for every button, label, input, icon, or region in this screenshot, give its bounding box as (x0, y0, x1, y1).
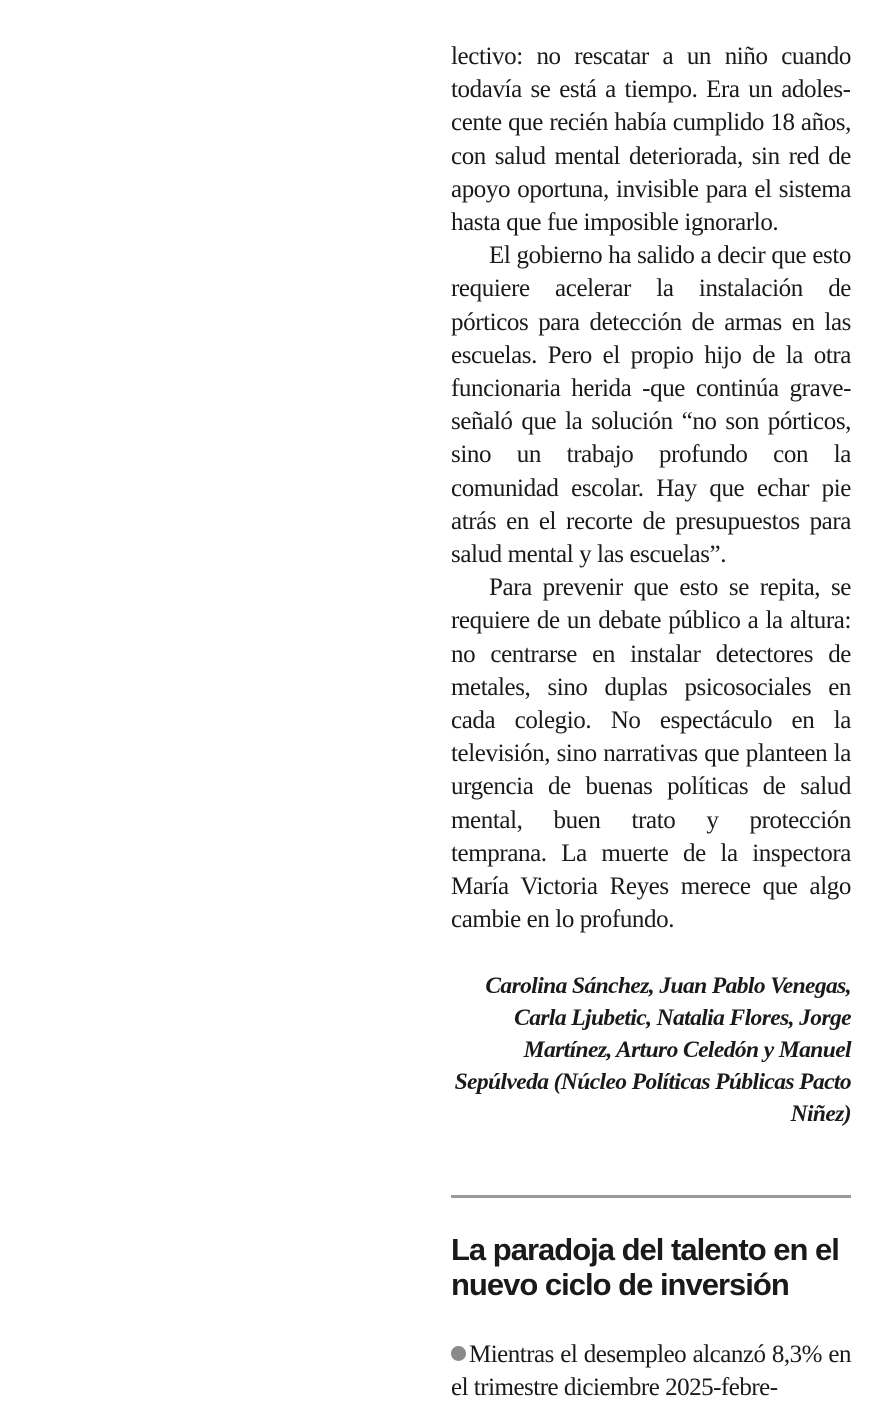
next-article-lede (451, 1338, 851, 1404)
next-article-headline: La paradoja del talento en el nuevo ciclo de inversión (451, 1232, 839, 1302)
article-paragraph-1: lectivo: no rescatar a un niño cuando todavía se está a tiempo. Era un adolescente que recién había cumplido 18 años, con salud mental deteriorada, sin red de apoyo oportuna, invisible para el sistema hasta que fue imposible ignorarlo. (451, 43, 851, 237)
article-signature: Carolina Sánchez, Juan Pablo Venegas, Carla Ljubetic, Natalia Flores, Jorge Martínez, Arturo Celedón y Manuel Sepúlveda (Núcleo Políticas Públicas Pacto Niñez) (454, 973, 851, 1128)
article-paragraph-2: El gobierno ha salido a decir que esto requiere acelerar la instalación de pórticos para detección de armas en las escuelas. Pero el propio hijo de la otra funcionaria herida -que continúa grave- señaló que la solución “no son pórticos, sino un trabajo profundo con la comunidad escolar. Hay que echar pie atrás en el recorte de presupuestos para salud mental y las escuelas”. (451, 242, 851, 569)
next-article-lede-text: Mientras el desempleo alcanzó 8,3% en el trimestre diciembre 2025-febre- (451, 1341, 851, 1402)
article-paragraph-3: Para prevenir que esto se repita, se requiere de un debate público a la altura: no centrarse en instalar detectores de metales, sino duplas psicosociales en cada colegio. No espectáculo en la televisión, sino narrativas que planteen la urgencia de buenas políticas de salud mental, buen trato y protección temprana. La muerte de la inspectora María Victoria Reyes merece que algo cambie en lo profundo. (451, 574, 851, 934)
article-column (451, 40, 851, 1130)
section-divider (451, 1195, 851, 1198)
bullet-dot-icon (451, 1346, 466, 1361)
